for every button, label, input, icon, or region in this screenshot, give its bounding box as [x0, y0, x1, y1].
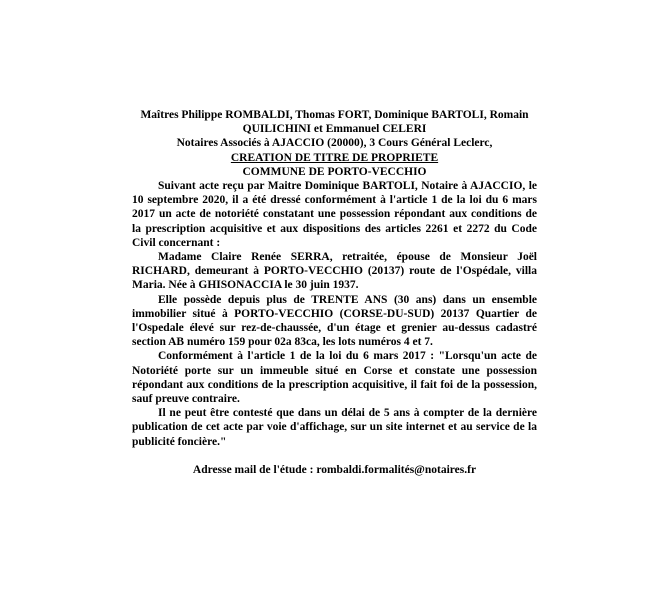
- paragraph-person-identity: Madame Claire Renée SERRA, retraitée, épouse de Monsieur Joël RICHARD, demeurant à PORTO-VECCHIO (20137) route de l'Ospédale, villa Maria. Née à GHISONACCIA le 30 juin 1937.: [132, 251, 537, 292]
- office-email-line: Adresse mail de l'étude : rombaldi.formalités@notaires.fr: [192, 463, 477, 476]
- document-header: [132, 108, 537, 179]
- office-address-line: Notaires Associés à AJACCIO (20000), 3 Cours Général Leclerc,: [176, 137, 493, 150]
- document-title: CREATION DE TITRE DE PROPRIETE: [230, 151, 439, 164]
- paragraph-contest-period: Il ne peut être contesté que dans un délai de 5 ans à compter de la dernière publication de cet acte par voie d'affichage, sur un site internet et au service de la publicité foncière.": [132, 407, 537, 448]
- notaries-line-1: Maîtres Philippe ROMBALDI, Thomas FORT, Dominique BARTOLI, Romain: [140, 109, 529, 121]
- document-body: [132, 108, 537, 477]
- commune-line: COMMUNE DE PORTO-VECCHIO: [242, 165, 427, 178]
- paragraph-property-description: Elle possède depuis plus de TRENTE ANS (30 ans) dans un ensemble immobilier situé à PORTO-VECCHIO (CORSE-DU-SUD) 20137 Quartier de l'Ospedale élevé sur rez-de-chaussée, d'un étage et grenier au-dessus cadastré section AB numéro 159 pour 02a 83ca, les lots numéros 4 et 7.: [132, 293, 537, 349]
- paragraph-deed-reference: Suivant acte reçu par Maitre Dominique BARTOLI, Notaire à AJACCIO, le 10 septembre 2020, il a été dressé conformément à l'article 1 de la loi du 6 mars 2017 un acte de notoriété constatant une possession répondant aux conditions de la prescription acquisitive et aux dispositions des articles 2261 et 2272 du Code Civil concernant :: [132, 180, 537, 249]
- notaries-line-2: QUILICHINI et Emmanuel CELERI: [242, 123, 427, 136]
- paragraph-law-article-quote: Conformément à l'article 1 de la loi du 6 mars 2017 : "Lorsqu'un acte de Notoriété porte sur un immeuble situé en Corse et constate une possession répondant aux conditions de la prescription acquisitive, il fait foi de la possession, sauf preuve contraire.: [132, 350, 537, 406]
